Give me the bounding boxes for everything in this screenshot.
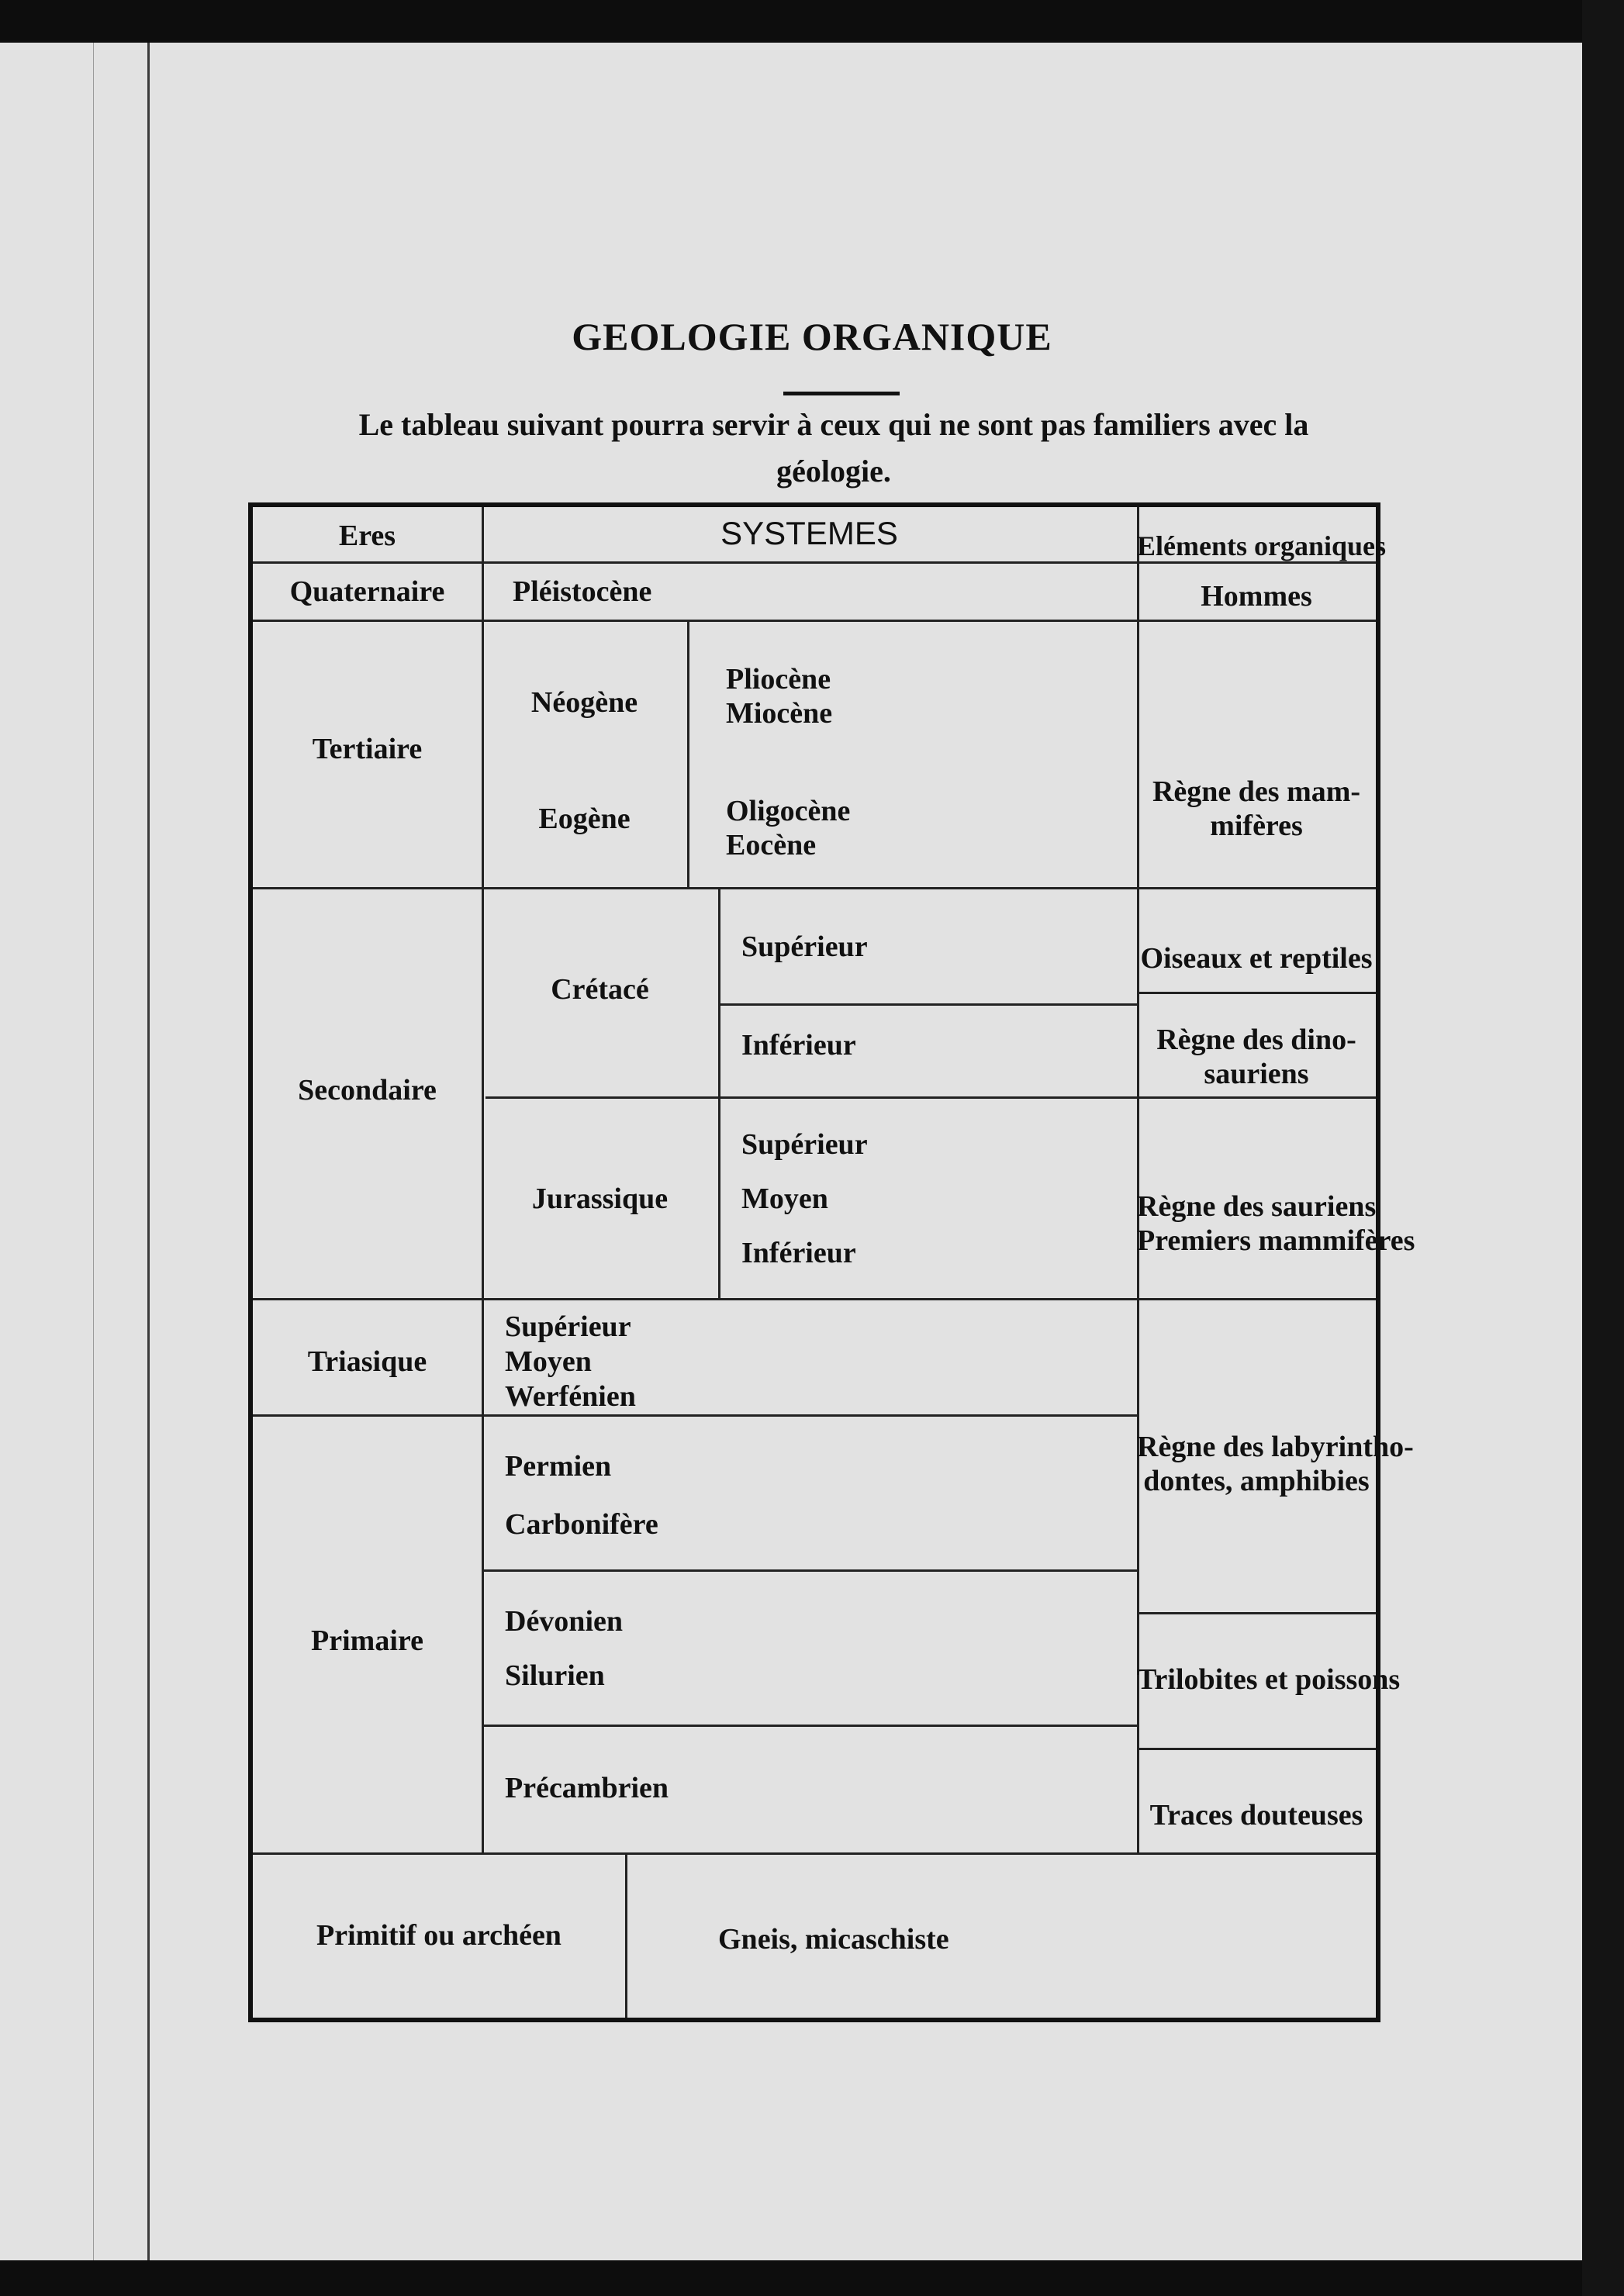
page-fold-line xyxy=(147,43,150,2260)
header-systemes: SYSTEMES xyxy=(720,515,898,551)
element-mammiferes-2: mifères xyxy=(1210,810,1303,842)
jurassique-sub-vertical xyxy=(718,1096,720,1298)
element-dinosauriens-1: Règne des dino- xyxy=(1156,1024,1356,1056)
cretace-sub-divider xyxy=(718,1003,1137,1006)
header-elements: Eléments organiques xyxy=(1137,530,1387,561)
era-secondaire: Secondaire xyxy=(298,1074,437,1107)
primaire-divider-1 xyxy=(482,1569,1137,1572)
system-neogene: Néogène xyxy=(530,686,638,719)
secondaire-divider xyxy=(253,1298,1376,1300)
system-cretace: Crétacé xyxy=(551,973,649,1006)
series-cretace-superieur: Supérieur xyxy=(741,930,868,963)
elements-column-divider xyxy=(1137,507,1139,1852)
series-jurassique-inferieur: Inférieur xyxy=(741,1237,856,1269)
element-divider-3 xyxy=(1137,1748,1376,1750)
system-silurien: Silurien xyxy=(505,1659,605,1692)
page-title: GEOLOGIE ORGANIQUE xyxy=(572,315,1052,358)
system-carbonifere: Carbonifère xyxy=(505,1508,658,1541)
series-pliocene: Pliocène xyxy=(726,663,831,696)
series-triasique-superieur: Supérieur xyxy=(505,1310,631,1343)
system-permien: Permien xyxy=(505,1450,612,1483)
era-primaire: Primaire xyxy=(311,1624,423,1657)
tertiaire-sub-divider xyxy=(687,620,689,887)
primaire-divider-3 xyxy=(253,1852,1376,1855)
element-labyrinthodontes-2: dontes, amphibies xyxy=(1143,1465,1370,1497)
system-devonien: Dévonien xyxy=(505,1605,623,1638)
era-quaternaire: Quaternaire xyxy=(289,575,445,608)
cretace-sub-vertical xyxy=(718,887,720,1096)
system-pleistocene: Pléistocène xyxy=(513,575,652,608)
element-hommes: Hommes xyxy=(1201,580,1312,613)
era-tertiaire: Tertiaire xyxy=(312,733,423,765)
triasique-divider xyxy=(253,1414,1137,1417)
series-jurassique-superieur: Supérieur xyxy=(741,1128,868,1161)
element-oiseaux-reptiles: Oiseaux et reptiles xyxy=(1140,942,1373,975)
era-primitif: Primitif ou archéen xyxy=(316,1919,561,1952)
series-eocene: Eocène xyxy=(726,829,817,861)
element-sauriens: Règne des sauriens xyxy=(1137,1190,1377,1223)
intro-text: Le tableau suivant pourra servir à ceux qui ne sont pas familiers avec la géologie. xyxy=(358,407,1309,489)
series-triasique-moyen: Moyen xyxy=(505,1345,592,1378)
element-trilobites: Trilobites et poissons xyxy=(1137,1663,1401,1696)
element-mammiferes-1: Règne des mam- xyxy=(1152,775,1361,808)
system-jurassique: Jurassique xyxy=(531,1183,669,1215)
primitif-divider xyxy=(625,1852,627,2018)
element-dinosauriens-2: sauriens xyxy=(1204,1058,1309,1090)
system-gneis: Gneis, micaschiste xyxy=(718,1923,949,1956)
series-werfenien: Werfénien xyxy=(505,1380,636,1413)
era-triasique: Triasique xyxy=(307,1345,427,1378)
title-rule xyxy=(783,392,900,395)
geology-table xyxy=(248,502,1415,2022)
element-premiers-mammiferes: Premiers mammifères xyxy=(1137,1224,1415,1257)
series-jurassique-moyen: Moyen xyxy=(741,1183,828,1215)
element-divider-2 xyxy=(1137,1612,1376,1614)
system-eogene: Eogène xyxy=(538,803,631,835)
element-divider-1 xyxy=(1137,992,1376,994)
series-cretace-inferieur: Inférieur xyxy=(741,1029,856,1062)
series-miocene: Miocène xyxy=(726,697,833,730)
quaternaire-divider xyxy=(253,620,1376,622)
cretace-divider xyxy=(485,1096,1376,1099)
series-oligocene: Oligocène xyxy=(726,795,851,827)
tertiaire-divider xyxy=(253,887,1376,889)
element-labyrinthodontes-1: Règne des labyrintho- xyxy=(1137,1431,1414,1463)
element-traces-douteuses: Traces douteuses xyxy=(1149,1799,1363,1832)
system-precambrien: Précambrien xyxy=(505,1772,669,1804)
page-edge-line xyxy=(93,43,94,2260)
primaire-divider-2 xyxy=(482,1725,1137,1727)
header-eres: Eres xyxy=(338,520,396,552)
